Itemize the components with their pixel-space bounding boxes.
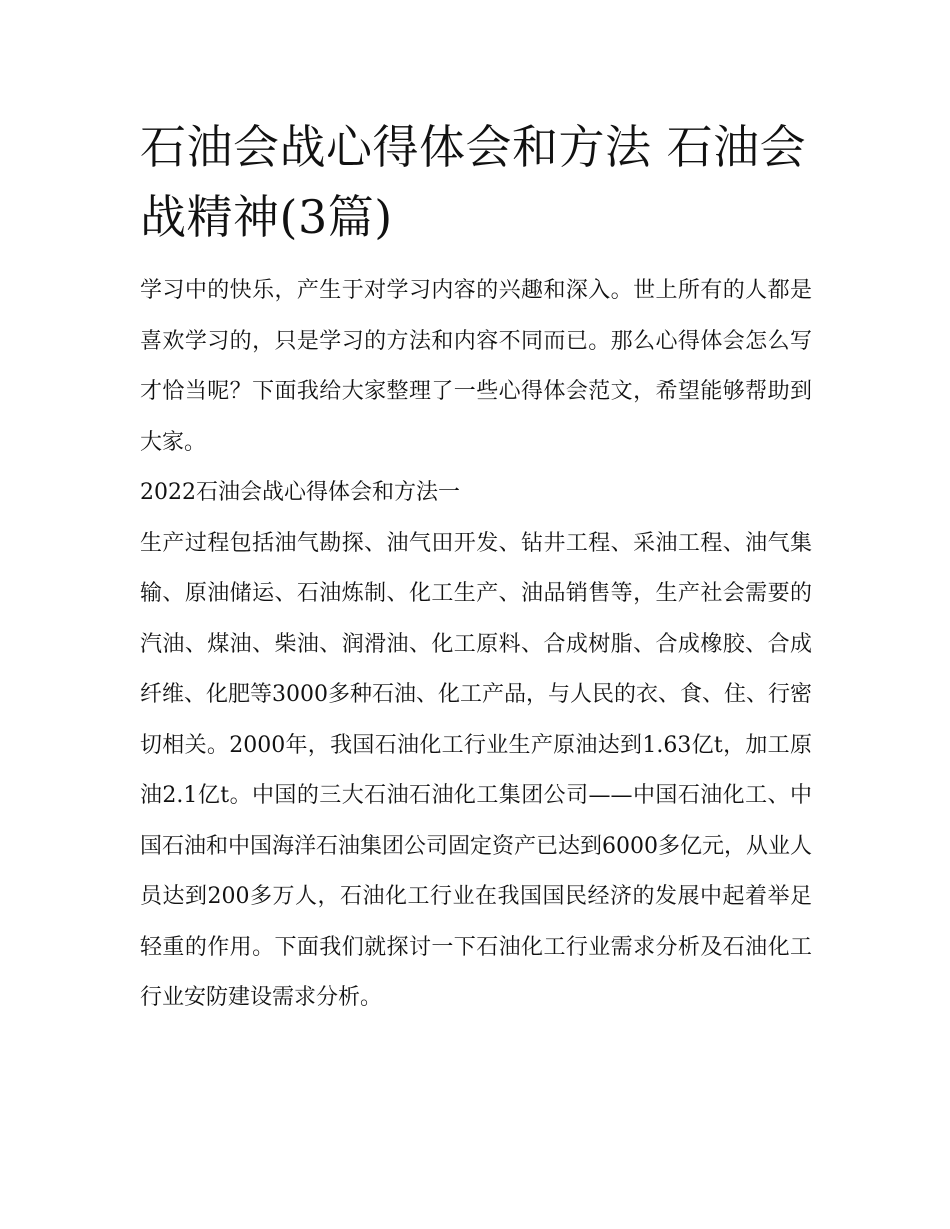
- document-title: 石油会战心得体会和方法 石油会战精神(3篇): [140, 120, 807, 244]
- body-paragraph: 生产过程包括油气勘探、油气田开发、钻井工程、采油工程、油气集输、原油储运、石油炼制、化工生产、油品销售等，生产社会需要的汽油、煤油、柴油、润滑油、化工原料、合成树脂、合成橡胶、合成纤维、化肥等3000多种石油、化工产品，与人民的衣、食、住、行密切相关。2000年，我国石油化工行业生产原油达到1.63亿t，加工原油2.1亿t。中国的三大石油石油化工集团公司——中国石油化工、中国石油和中国海洋石油集团公司固定资产已达到6000多亿元，从业人员达到200多万人，石油化工行业在我国国民经济的发展中起着举足轻重的作用。下面我们就探讨一下石油化工行业需求分析及石油化工行业安防建设需求分析。: [140, 530, 812, 1010]
- document-page: [140, 112, 812, 1024]
- section-heading: 2022石油会战心得体会和方法一: [140, 480, 460, 505]
- intro-paragraph: 学习中的快乐，产生于对学习内容的兴趣和深入。世上所有的人都是喜欢学习的，只是学习的方法和内容不同而已。那么心得体会怎么写才恰当呢？下面我给大家整理了一些心得体会范文，希望能够帮助到大家。: [140, 278, 812, 455]
